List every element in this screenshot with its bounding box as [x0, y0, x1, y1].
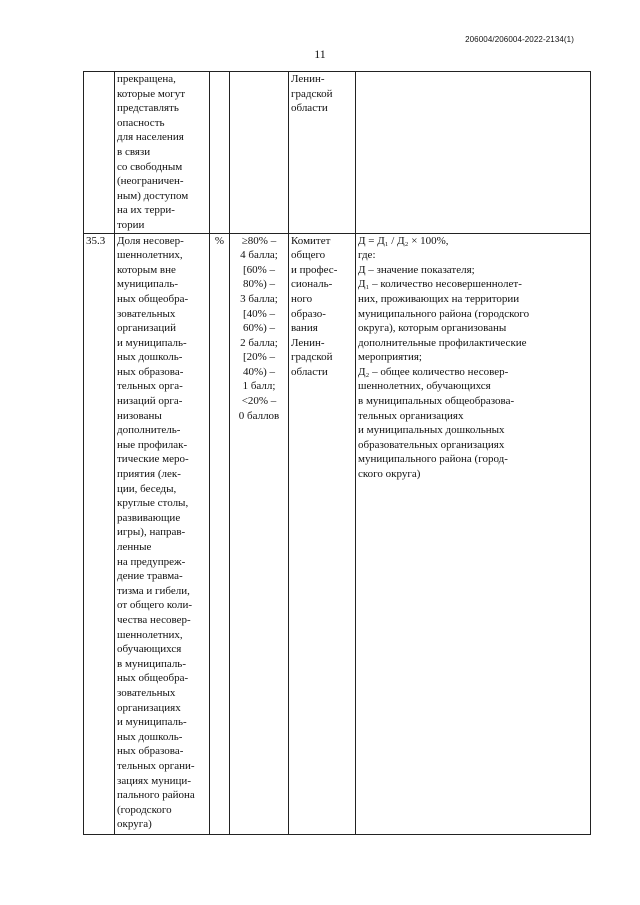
row-number-cell	[84, 72, 115, 234]
indicator-description-cell: Доля несовер- шеннолетних, которым вне муниципаль- ных общеобра- зовательных организаций и муниципаль- ных дошколь- ных образова- тельных орга- низаций орга- низованы дополнитель- ные профилак- тические меро- приятия (лек- ции, беседы, круглые столы, развивающие игры), направ- ленные на предупреж- дение травма- тизма и гибели, от общего коли- чества несовер- шеннолетних, обучающихся в муниципаль- ных общеобра- зовательных организациях и муниципаль- ных дошколь- ных образова- тельных органи- зациях муници- пального района (городского округа)	[115, 233, 210, 834]
page-number: 11	[314, 47, 326, 61]
responsible-cell: Комитет общего и профес- сиональ- ного образо- вания Ленин- градской области	[289, 233, 356, 834]
indicator-description-cell: прекращена, которые могут представлять опасность для населения в связи со свободным (неограничен- ным) доступом на их терри- тории	[115, 72, 210, 234]
table-row	[84, 72, 591, 234]
formula-cell	[356, 72, 591, 234]
document-id: 206004/206004-2022-2134(1)	[465, 35, 574, 44]
formula-cell: Д = Д₁ / Д₂ × 100%, где: Д – значение показателя; Д₁ – количество несовершеннолет- них, проживающих на территории муниципального района (городского округа), которым организованы дополнительные профилактические мероприятия; Д₂ – общее количество несовер- шеннолетних, обучающихся в муниципальных общеобразова- тельных организациях и муниципальных дошкольных образовательных организациях муниципального района (город- ского округа)	[356, 233, 591, 834]
criteria-cell	[230, 72, 289, 234]
table-row	[84, 233, 591, 834]
row-number-cell: 35.3	[84, 233, 115, 834]
unit-cell: %	[210, 233, 230, 834]
responsible-cell: Ленин- градской области	[289, 72, 356, 234]
unit-cell	[210, 72, 230, 234]
indicator-table	[83, 71, 591, 835]
criteria-cell: ≥80% – 4 балла; [60% – 80%) – 3 балла; [40% – 60%) – 2 балла; [20% – 40%) – 1 балл; <20% – 0 баллов	[230, 233, 289, 834]
